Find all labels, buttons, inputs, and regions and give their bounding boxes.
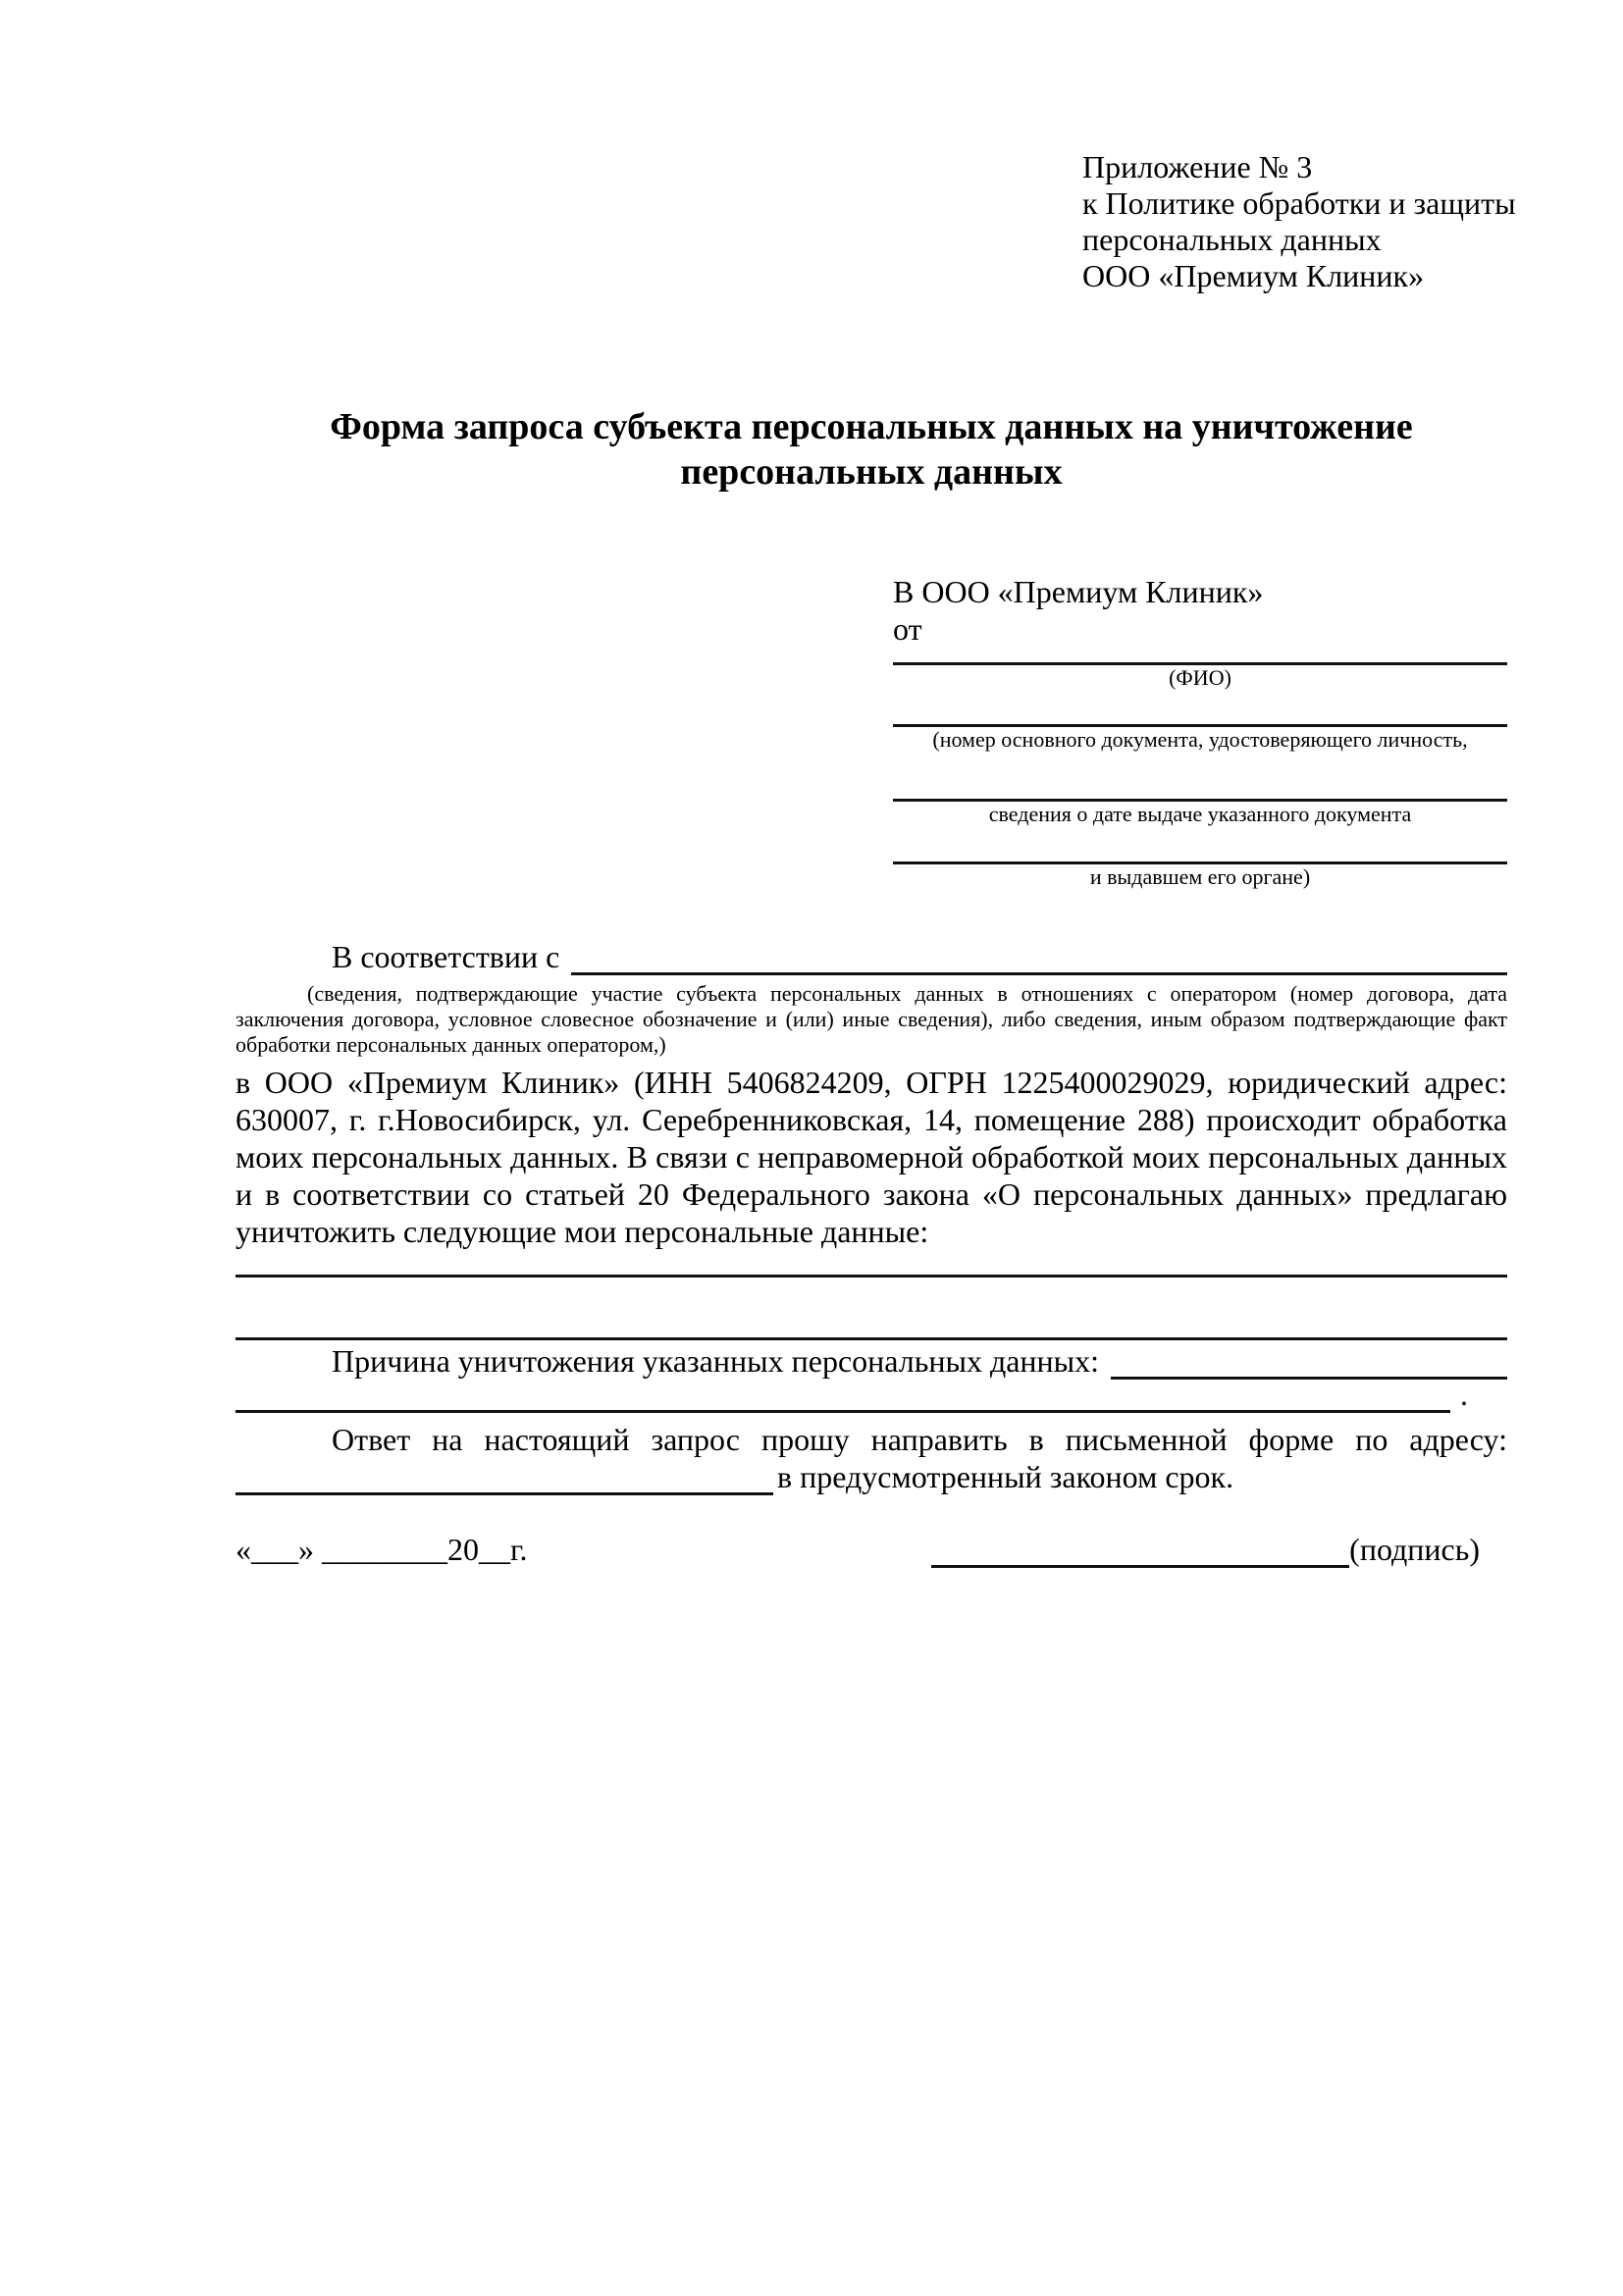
issuing-authority-blank-line[interactable]	[893, 827, 1507, 864]
personal-data-blank-line-1[interactable]	[236, 1253, 1507, 1278]
response-deadline-text: в предусмотренный законом срок.	[777, 1459, 1234, 1494]
reason-label: Причина уничтожения указанных персональных данных:	[332, 1343, 1100, 1379]
reason-continuation-row	[236, 1376, 1507, 1413]
accordance-blank-line[interactable]	[571, 938, 1507, 975]
document-number-blank-line[interactable]	[893, 691, 1507, 727]
accordance-lead: В соответствии с	[332, 939, 560, 974]
document-title	[236, 404, 1507, 495]
issuing-authority-caption: и выдавшем его органе)	[1089, 864, 1311, 889]
document-number-caption: (номер основного документа, удостоверяющего личность,	[932, 727, 1468, 752]
response-request-text: Ответ на настоящий запрос прошу направить в письменной форме по адресу:	[332, 1422, 1507, 1457]
main-paragraph: в ООО «Премиум Клиник» (ИНН 5406824209, ОГРН 1225400029029, юридический адрес: 630007, г. г.Новосибирск, ул. Серебренниковская, 14, помещение 288) происходит обработка моих персональных данных. В связи с неправомерной обработкой моих персональных данных и в соответствии со статьей 20 Федерального закона «О персональных данных» предлагаю уничтожить следующие мои персональные данные:	[236, 1065, 1507, 1249]
reason-row	[236, 1342, 1507, 1380]
document-title-line1: Форма запроса субъекта персональных данных на уничтожение	[330, 406, 1413, 447]
signature-caption: (подпись)	[1349, 1532, 1480, 1567]
signature-blank-line[interactable]	[931, 1531, 1349, 1568]
addressee-to: В ООО «Премиум Клиник»	[893, 574, 1264, 609]
appendix-header	[1082, 149, 1516, 294]
address-blank-line[interactable]	[236, 1458, 773, 1495]
response-address-row	[236, 1458, 1507, 1495]
appendix-policy-line2: персональных данных	[1082, 222, 1382, 257]
addressee-block	[893, 573, 1507, 890]
fio-blank-line[interactable]	[893, 648, 1507, 665]
accordance-footnote: (сведения, подтверждающие участие субъекта персональных данных в отношениях с оператором (номер договора, дата заключения договора, условное словесное обозначение и (или) иные сведения), либо сведения, иным образом подтверждающие факт обработки персональных данных оператором,)	[236, 981, 1507, 1057]
issue-date-blank-line[interactable]	[893, 753, 1507, 802]
fio-caption: (ФИО)	[1169, 665, 1231, 690]
date-signature-row	[236, 1531, 1507, 1568]
reason-period: .	[1460, 1377, 1468, 1412]
date-field[interactable]: «___» ________20__г.	[236, 1532, 528, 1567]
signature-group	[931, 1531, 1507, 1568]
accordance-row	[236, 938, 1507, 975]
personal-data-blank-line-2[interactable]	[236, 1278, 1507, 1340]
reason-blank-line-2[interactable]	[236, 1376, 1450, 1413]
appendix-policy-line1: к Политике обработки и защиты	[1082, 185, 1516, 221]
appendix-company: ООО «Премиум Клиник»	[1082, 258, 1425, 293]
issue-date-caption: сведения о дате выдаче указанного документа	[988, 802, 1412, 826]
reason-blank-line[interactable]	[1111, 1342, 1507, 1380]
appendix-number: Приложение № 3	[1082, 149, 1313, 184]
document-title-line2: персональных данных	[680, 451, 1063, 493]
addressee-from-label: от	[893, 611, 922, 647]
